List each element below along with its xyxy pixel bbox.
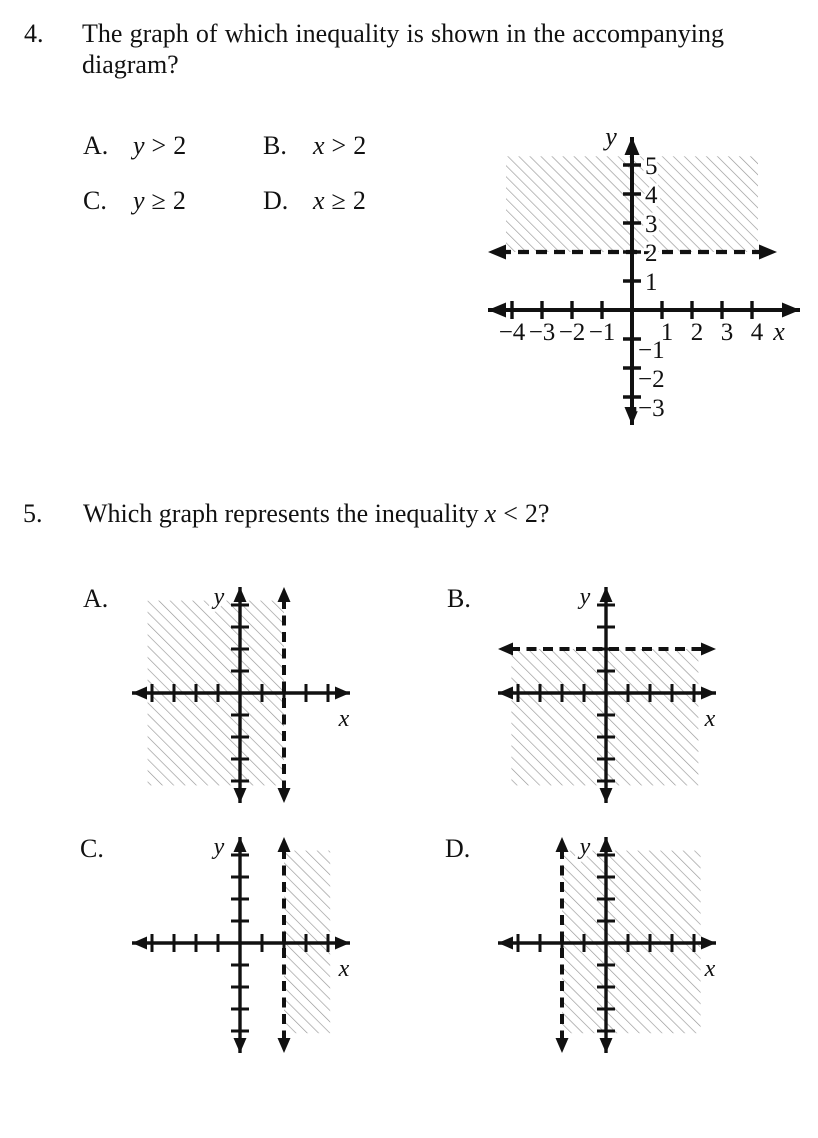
choice-A-operator: > (151, 131, 167, 160)
q4-x-tick-label: 1 (660, 319, 674, 346)
choice-C-label: C. (83, 186, 107, 215)
q4-y-axis-label: y (605, 122, 617, 151)
choice-D-label: D. (263, 186, 289, 215)
q5D-boundary-arrow-down (556, 1038, 569, 1053)
q5A-x-axis-arrow-left (132, 687, 147, 700)
q5C-x-axis-arrow-right (335, 937, 350, 950)
question-5-variable: x (484, 499, 497, 528)
q5D-y-axis-label: y (579, 834, 591, 860)
choice-D-value: 2 (352, 186, 366, 215)
q4-x-axis-arrow-right (782, 303, 800, 318)
q5C-x-axis-arrow-left (132, 937, 147, 950)
question-5-operator: < (503, 499, 518, 528)
option-B-graph (482, 581, 732, 811)
q4-x-tick-label: −4 (498, 319, 526, 346)
q5D-x-axis-arrow-left (498, 937, 513, 950)
q4-y-tick-label: 4 (645, 182, 658, 209)
option-A-graph (116, 581, 366, 811)
q4-x-tick-label: −2 (558, 319, 586, 346)
q5D-x-axis-label: x (704, 956, 716, 982)
choice-C-value: 2 (172, 186, 186, 215)
q5C-x-axis-label: x (338, 956, 350, 982)
option-C-label: C. (80, 834, 104, 863)
q5A-y-axis-label: y (213, 584, 225, 610)
question-4-text-line1: The graph of which inequality is shown in the accompanying (82, 19, 724, 48)
question-5-text (83, 498, 549, 529)
choice-B-operator: > (331, 131, 347, 160)
q4-boundary-arrow-left (488, 245, 506, 260)
q5A-boundary-arrow-up (278, 587, 291, 602)
question-4-graph (485, 123, 807, 435)
q5A-y-axis-arrow-up (234, 587, 247, 602)
choice-B-variable: x (313, 131, 325, 160)
choice-D (263, 185, 366, 216)
q4-x-tick-label: 4 (750, 319, 764, 346)
q4-boundary-arrow-right (759, 245, 777, 260)
q5B-y-axis-arrow-up (600, 587, 613, 602)
option-A-label: A. (83, 584, 109, 613)
q4-y-tick-label: −1 (638, 337, 665, 364)
q5B-x-axis-label: x (704, 706, 716, 732)
q5B-x-axis-arrow-left (498, 687, 513, 700)
q4-y-tick-label: 1 (645, 269, 658, 296)
choice-A-variable: y (133, 131, 145, 160)
q4-y-axis-arrow-up (625, 137, 640, 155)
q4-x-tick-label: −3 (528, 319, 556, 346)
q5D-boundary-arrow-up (556, 837, 569, 852)
choice-C-variable: y (133, 186, 145, 215)
q5B-y-axis-label: y (579, 584, 591, 610)
choice-B-value: 2 (353, 131, 367, 160)
question-5-suffix: ? (537, 499, 550, 528)
option-B-label: B. (447, 584, 471, 613)
q5A-boundary-arrow-down (278, 788, 291, 803)
q5C-boundary-arrow-down (278, 1038, 291, 1053)
choice-A (83, 130, 186, 161)
q5A-x-axis-arrow-right (335, 687, 350, 700)
choice-A-value: 2 (173, 131, 187, 160)
option-D-label: D. (445, 834, 471, 863)
q5C-y-axis-arrow-up (234, 837, 247, 852)
q5B-x-axis-arrow-right (701, 687, 716, 700)
q4-x-tick-label: 2 (690, 319, 704, 346)
q5A-y-axis-arrow-down (234, 788, 247, 803)
choice-C-operator: ≥ (151, 186, 166, 215)
q5B-y-axis-arrow-down (600, 788, 613, 803)
q4-x-tick-label: 3 (720, 319, 734, 346)
q4-y-tick-label: 2 (645, 240, 658, 267)
question-5-value: 2 (524, 499, 538, 528)
q4-y-tick-label: 3 (645, 211, 658, 238)
choice-D-variable: x (313, 186, 325, 215)
q5C-y-axis-label: y (213, 834, 225, 860)
q4-x-tick-label: −1 (588, 319, 616, 346)
q4-x-axis-arrow-left (488, 303, 506, 318)
q5D-y-axis-arrow-down (600, 1038, 613, 1053)
q5C-y-axis-arrow-down (234, 1038, 247, 1053)
q5B-boundary-arrow-right (701, 643, 716, 656)
choice-C (83, 185, 186, 216)
option-D-graph (482, 831, 732, 1061)
choice-B-label: B. (263, 131, 287, 160)
choice-B (263, 130, 366, 161)
q4-y-tick-label: −2 (638, 366, 665, 393)
q4-y-tick-label: −3 (638, 395, 665, 422)
option-C-graph (116, 831, 366, 1061)
q4-x-axis-label: x (773, 317, 785, 346)
q5C-boundary-arrow-up (278, 837, 291, 852)
choice-D-operator: ≥ (331, 186, 346, 215)
q4-y-tick-label: 5 (645, 153, 658, 180)
q5A-x-axis-label: x (338, 706, 350, 732)
question-5-number: 5. (23, 499, 43, 528)
question-4-number: 4. (24, 19, 44, 48)
question-4-text-line2: diagram? (82, 50, 179, 79)
q5D-y-axis-arrow-up (600, 837, 613, 852)
q5D-x-axis-arrow-right (701, 937, 716, 950)
question-5-text-before: Which graph represents the inequality (83, 499, 479, 528)
choice-A-label: A. (83, 131, 109, 160)
q5B-boundary-arrow-left (498, 643, 513, 656)
